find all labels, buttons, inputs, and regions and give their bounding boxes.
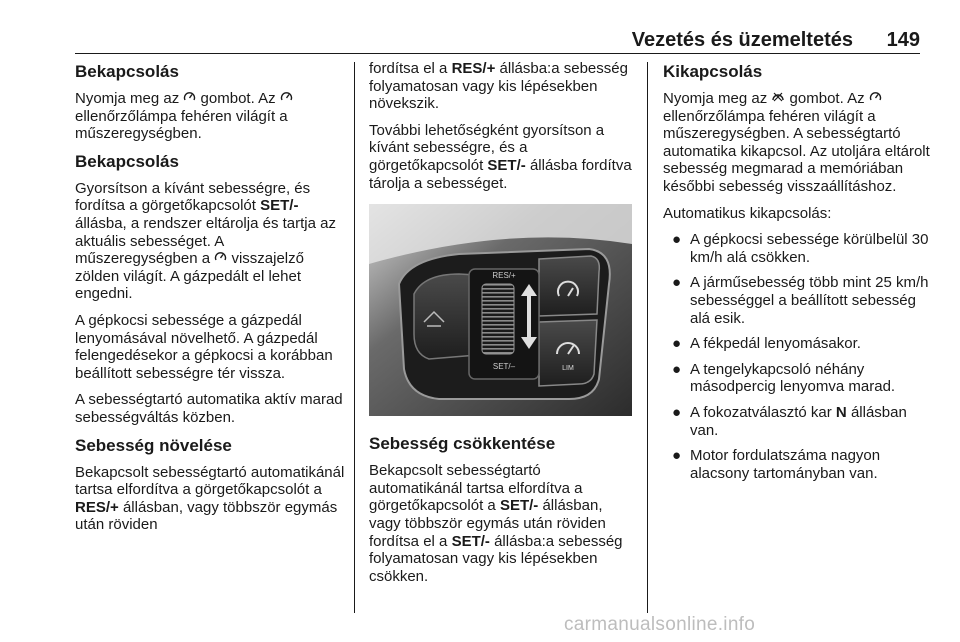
paragraph-increase: Bekapcsolt sebességtartó automatikánál tartsa elfordítva a görgetőkapcsolót a RES/+ állásban, vagy többször egymás után röviden [75,463,345,534]
bullet: ● [672,447,682,465]
paragraph-decrease: Bekapcsolt sebességtartó automatikánál tartsa elfordítva a görgetőkapcsolót a SET/- állásban, vagy többször egymás után röviden fordítsa el a SET/- állásba:a sebesség folyamatosan vagy kis lépésekben csökken. [369,462,623,585]
res-label: RES/+ [492,271,516,281]
page-number: 149 [886,29,920,51]
header-rule [75,53,920,54]
page-header [0,28,960,52]
paragraph-store: További lehetőségként gyorsítson a kívánt sebességre, és a görgetőkapcsolót SET/- állásba fordítva tárolja a sebességet. [369,121,632,192]
heading-increase: Sebesség növelése [75,435,232,455]
cruise-control-icon [280,91,293,103]
bullet: ● [672,403,682,421]
heading-on: Bekapcsolás [75,62,179,81]
paragraph-auto-off: Automatikus kikapcsolás: [663,204,832,222]
set-label: SET/– [492,362,516,372]
heading-off: Kikapcsolás [663,62,763,81]
paragraph-accelerate: A gépkocsi sebessége a gázpedál lenyomásával növelhető. A gázpedál felengedésekor a gépkocsi a korábban beállított sebességre tér vissza. [75,311,333,382]
list-item: ● Motor fordulatszáma nagyon alacsony tartományban van. [672,447,881,482]
column-2 [369,60,634,594]
list-item: ● A fokozatválasztó kar N állásban van. [672,403,907,439]
cruise-control-icon [183,91,196,103]
column-3 [663,62,933,490]
paragraph-on: Nyomja meg az gombot. Az ellenőrzőlámpa fehéren világít a műszeregységben. [75,90,345,143]
paragraph-gearshift: A sebességtartó automatika aktív marad sebességváltás közben. [75,391,343,426]
list-item: ● A fékpedál lenyomásakor. [672,335,861,353]
cruise-control-icon [214,251,227,263]
column-divider-2 [647,62,648,613]
cruise-control-icon [869,91,882,103]
paragraph-on-2: Gyorsítson a kívánt sebességre, és fordítsa a görgetőkapcsolót SET/- állásba, a rendszer eltárolja és tartja az aktuális sebességet. A műszeregységben a visszajelző zölden világít. A gázpedált el lehet engedni. [75,179,336,303]
steering-wheel-illustration [369,204,632,416]
chapter-title: Vezetés és üzemeltetés [631,29,853,51]
auto-off-list [663,231,933,482]
paragraph-off: Nyomja meg az gombot. Az ellenőrzőlámpa fehéren világít a műszeregységben. A sebességtartó automatika kikapcsol. Az utoljára eltárolt sebesség megmarad a memóriában későbbi sebesség visszaállításhoz. [663,90,930,195]
bullet: ● [672,231,682,249]
bullet: ● [672,335,682,353]
list-item: ● A tengelykapcsoló néhány másodpercig lenyomva marad. [672,360,896,396]
column-1 [75,62,345,543]
heading-decrease: Sebesség csökkentése [369,434,556,454]
list-item: ● A gépkocsi sebessége körülbelül 30 km/h alá csökken. [672,231,929,266]
lim-label: LIM [562,365,574,373]
heading-on-2: Bekapcsolás [75,151,179,171]
column-divider-1 [354,62,355,613]
steering-wheel-controls-photo [369,204,632,416]
list-item: ● A járműsebesség több mint 25 km/h sebességgel a beállított sebesség alá esik. [672,274,929,327]
bullet: ● [672,360,682,378]
bullet: ● [672,274,682,292]
paragraph-increase-cont: fordítsa el a RES/+ állásba:a sebesség folyamatosan vagy kis lépésekben növekszik. [369,60,628,113]
cruise-control-off-icon [771,91,785,103]
watermark: carmanualsonline.info [564,614,756,635]
